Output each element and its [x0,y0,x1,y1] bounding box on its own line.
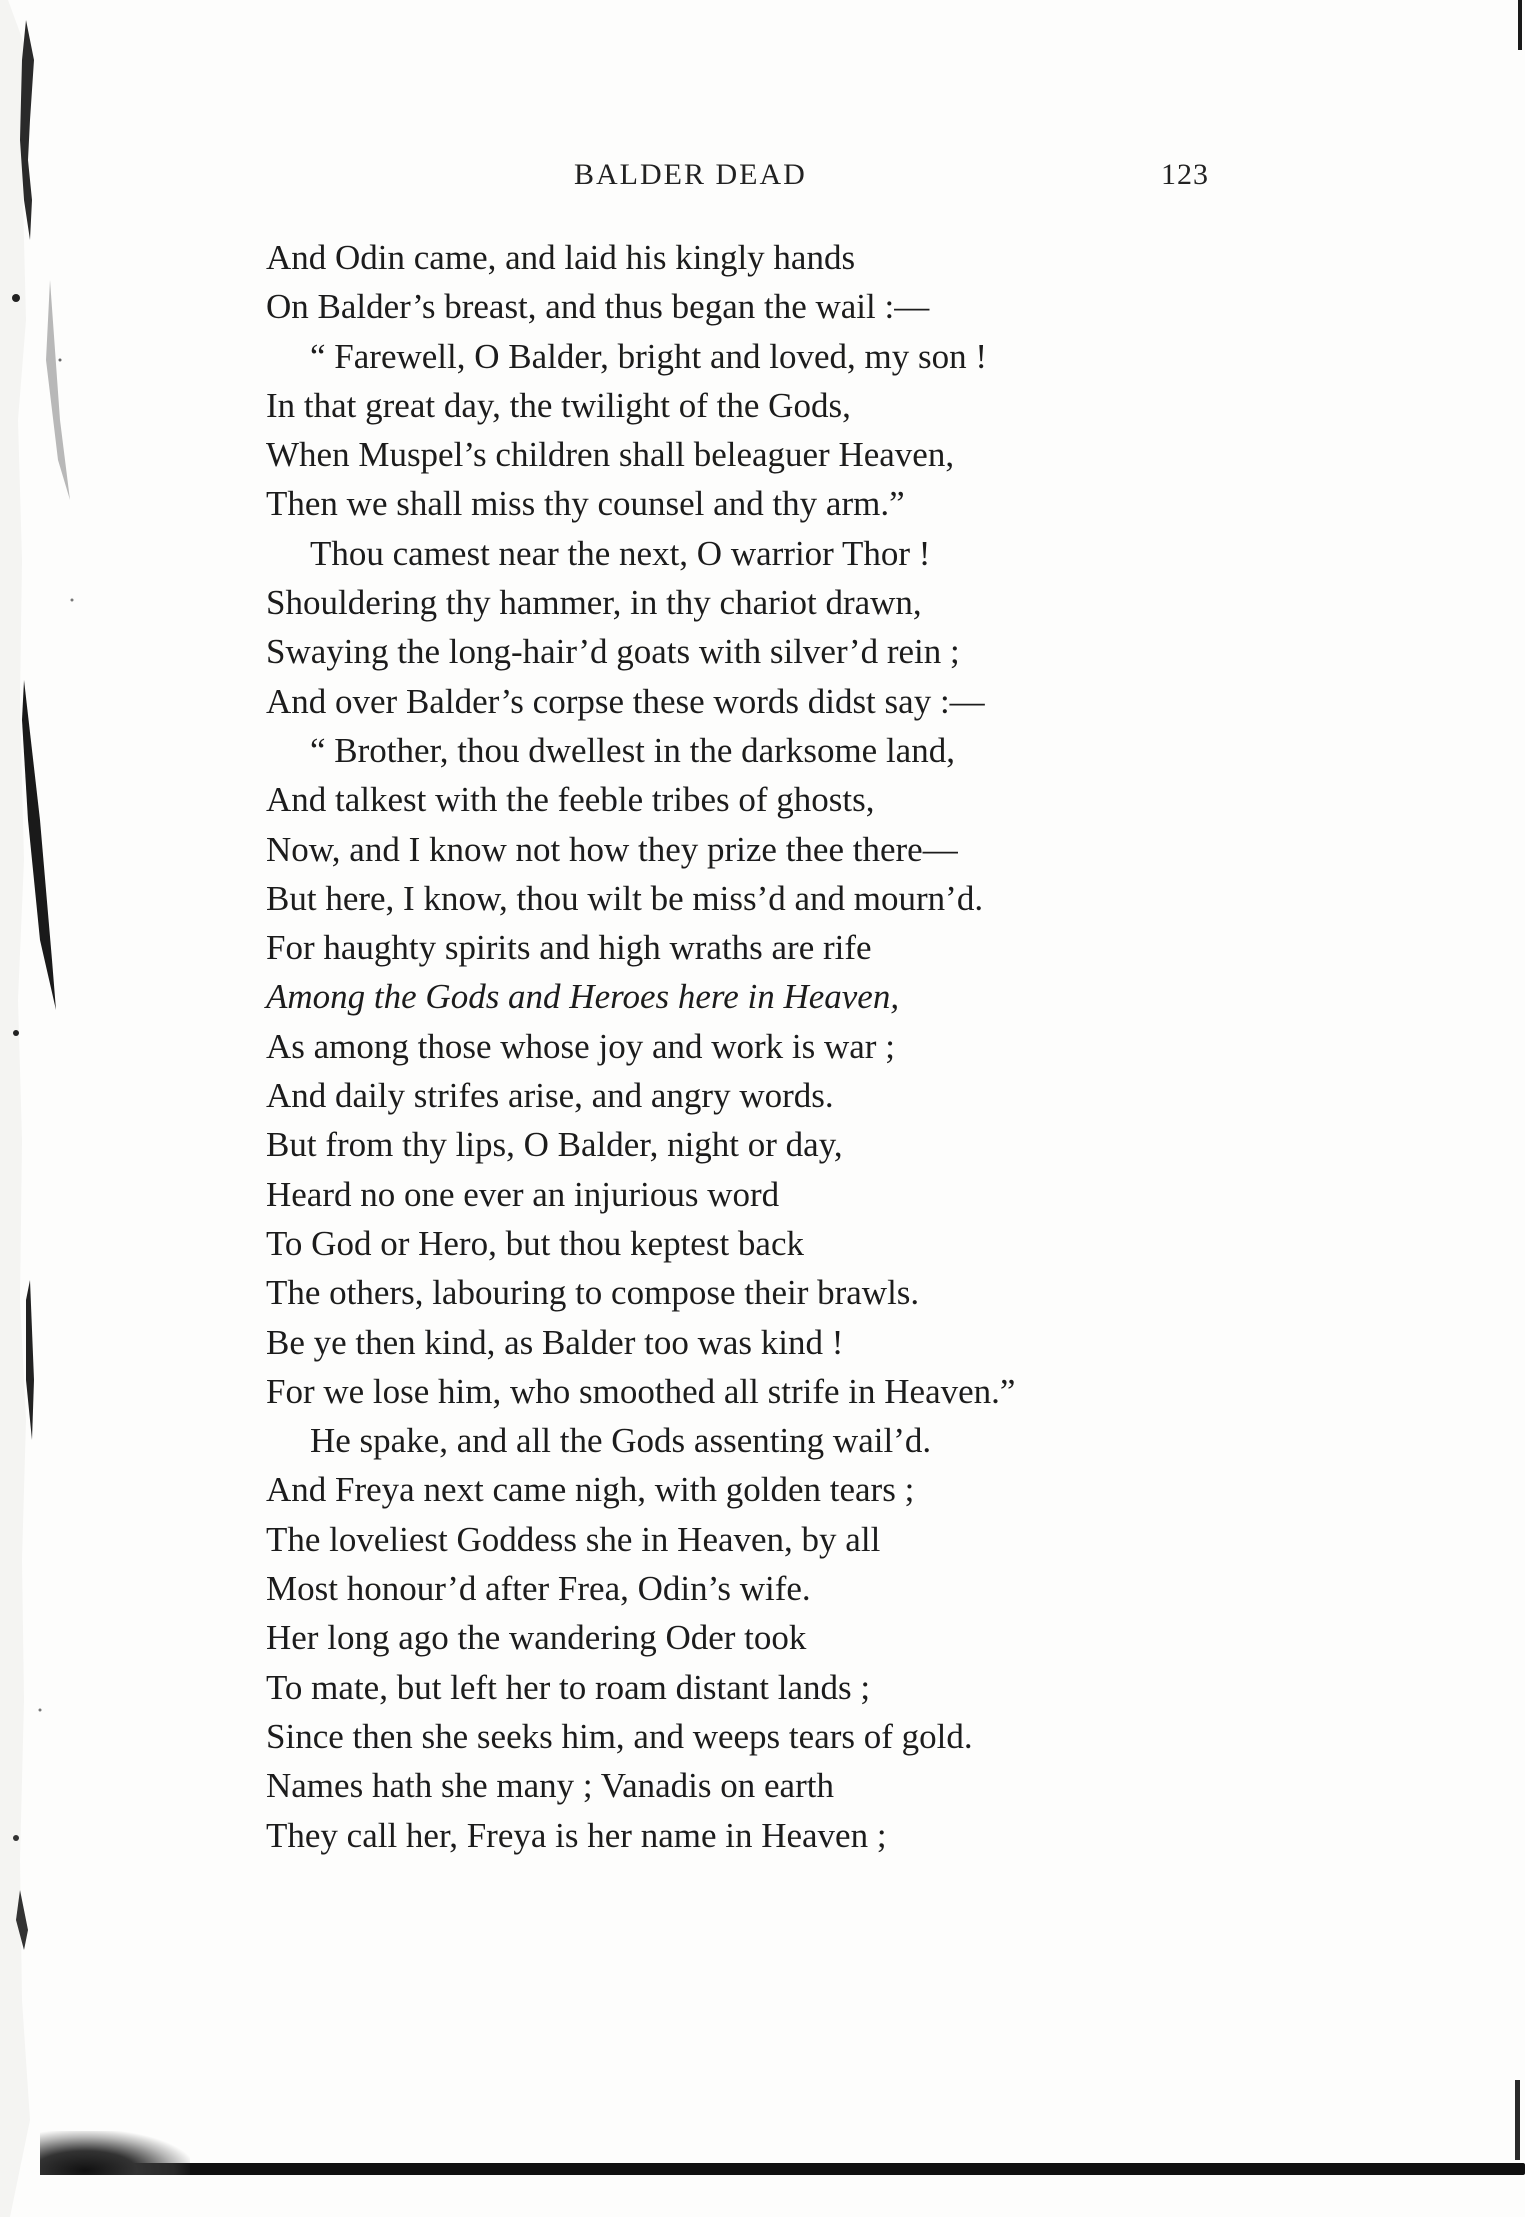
poem-line: Among the Gods and Heroes here in Heaven, [266,977,900,1017]
poem-line: Since then she seeks him, and weeps tears of gold. [266,1716,973,1756]
poem-line: Thou camest near the next, O warrior Thor ! [310,533,931,573]
poem-line: And Freya next came nigh, with golden tears ; [266,1470,915,1510]
page-number: 123 [1161,158,1209,191]
poem-line: As among those whose joy and work is war ; [266,1026,895,1066]
poem-line: But here, I know, thou wilt be miss’d and mourn’d. [266,878,984,918]
scan-edge-right [1485,0,1525,2217]
poem-line: “ Brother, thou dwellest in the darksome land, [310,730,955,770]
poem-line: “ Farewell, O Balder, bright and loved, my son ! [310,336,988,376]
poem-line: To God or Hero, but thou keptest back [266,1223,804,1263]
poem-line: But from thy lips, O Balder, night or day, [266,1125,843,1165]
poem-line: Her long ago the wandering Oder took [266,1618,807,1658]
poem-line: Most honour’d after Frea, Odin’s wife. [266,1569,811,1609]
poem-line: And talkest with the feeble tribes of ghosts, [266,780,875,820]
poem-line: He spake, and all the Gods assenting wail’d. [310,1421,932,1461]
poem-line: For we lose him, who smoothed all strife in Heaven.” [266,1371,1016,1411]
poem-text [266,233,1266,1860]
scan-edge-shadow-left [0,0,110,2217]
poem-line: Names hath she many ; Vanadis on earth [266,1766,834,1806]
poem-line: And Odin came, and laid his kingly hands [266,238,856,277]
poem-line: The loveliest Goddess she in Heaven, by all [266,1519,881,1559]
running-title: BALDER DEAD [574,158,807,191]
poem-line: Then we shall miss thy counsel and thy arm.” [266,484,905,524]
poem-line: Shouldering thy hammer, in thy chariot drawn, [266,583,922,623]
poem-line: The others, labouring to compose their brawls. [266,1273,920,1313]
poem-line: To mate, but left her to roam distant lands ; [266,1667,871,1707]
poem-line: And over Balder’s corpse these words didst say :— [266,681,985,721]
poem-line: For haughty spirits and high wraths are rife [266,928,872,968]
poem-line: When Muspel’s children shall beleaguer Heaven, [266,435,955,475]
poem-line: Be ye then kind, as Balder too was kind ! [266,1322,844,1362]
poem-line: In that great day, the twilight of the Gods, [266,385,851,425]
poem-line: Now, and I know not how they prize thee there— [266,829,958,869]
poem-line: Swaying the long-hair’d goats with silver’d rein ; [266,632,960,672]
scan-bottom-edge [40,2163,1525,2175]
poem-line: Heard no one ever an injurious word [266,1174,780,1214]
poem-line: They call her, Freya is her name in Heaven ; [266,1815,887,1855]
poem-line: On Balder’s breast, and thus began the wail :— [266,287,930,327]
poem-line: And daily strifes arise, and angry words. [266,1076,834,1116]
